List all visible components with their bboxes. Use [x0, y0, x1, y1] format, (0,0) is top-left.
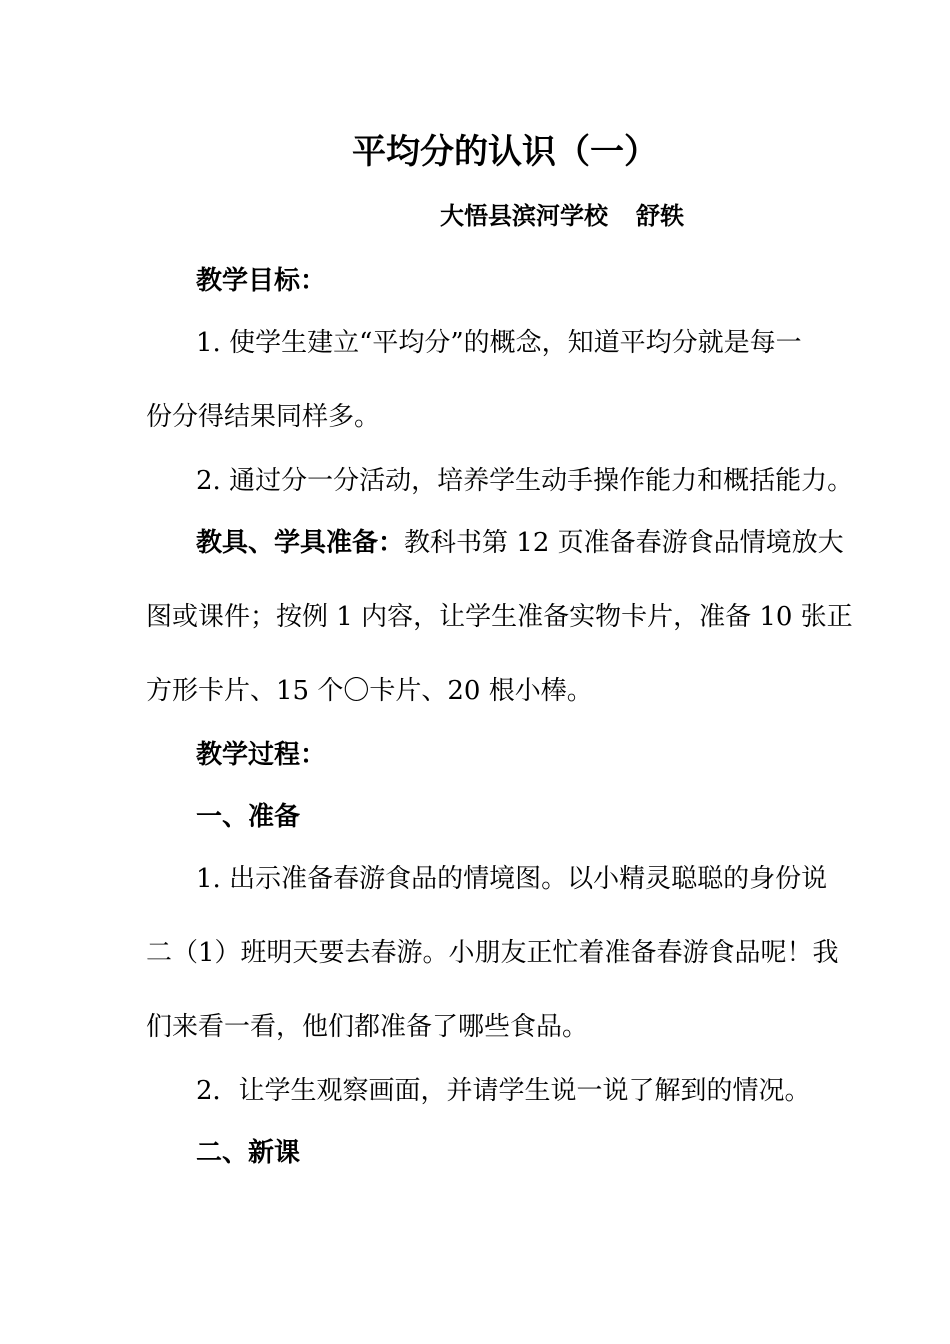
objective-1-line-1: 1. 使学生建立“平均分”的概念，知道平均分就是每一 — [196, 328, 802, 358]
materials-line-1 — [196, 526, 844, 560]
step-1-line-1: 1. 出示准备春游食品的情境图。以小精灵聪聪的身份说 — [196, 864, 828, 894]
step-1-line-2: 二（1）班明天要去春游。小朋友正忙着准备春游食品呢！我 — [146, 938, 839, 968]
materials-line-3: 方形卡片、15 个〇卡片、20 根小棒。 — [146, 676, 593, 706]
part-1-heading: 一、准备 — [196, 802, 301, 832]
step-1-line-3: 们来看一看，他们都准备了哪些食品。 — [146, 1012, 589, 1042]
document-title: 平均分的认识（一） — [352, 132, 658, 172]
author-school: 大悟县滨河学校 — [440, 201, 608, 230]
process-heading: 教学过程： — [196, 740, 327, 770]
step-2: 2．让学生观察画面，并请学生说一说了解到的情况。 — [196, 1076, 811, 1106]
materials-heading: 教具、学具准备： — [196, 528, 405, 558]
author-name: 舒轶 — [636, 201, 684, 230]
author-line — [440, 200, 684, 232]
part-2-heading: 二、新课 — [196, 1138, 301, 1168]
materials-text-1: 教科书第 12 页准备春游食品情境放大 — [404, 528, 844, 558]
materials-line-2: 图或课件；按例 1 内容，让学生准备实物卡片，准备 10 张正 — [146, 602, 853, 632]
objectives-heading: 教学目标： — [196, 266, 327, 296]
objective-1-line-2: 份分得结果同样多。 — [146, 402, 381, 432]
objective-2: 2. 通过分一分活动，培养学生动手操作能力和概括能力。 — [196, 466, 854, 496]
